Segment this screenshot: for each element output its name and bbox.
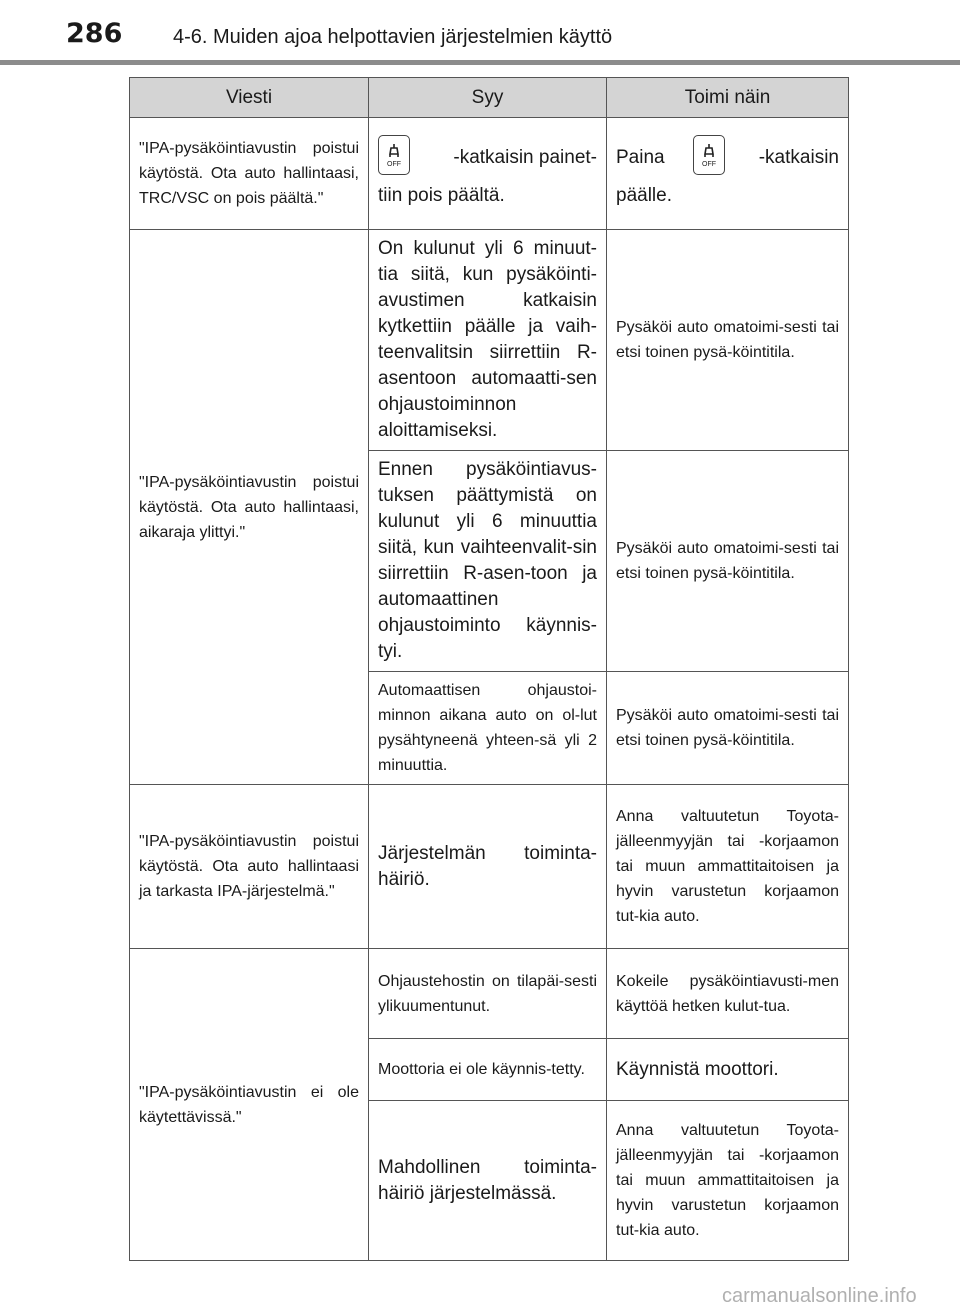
table-row [130, 949, 849, 1039]
action-cell: Pysäköi auto omatoimi-sesti tai etsi toinen pysä-köintitila. [607, 672, 849, 785]
message-cell: "IPA-pysäköintiavustin poistui käytöstä. Ota auto hallintaasi, TRC/VSC on pois päältä." [130, 118, 369, 230]
svg-text:OFF: OFF [701, 161, 716, 168]
table-row [130, 118, 849, 230]
message-cell: "IPA-pysäköintiavustin ei ole käytettävissä." [130, 949, 369, 1261]
action-cell [607, 118, 849, 230]
page-number: 286 [66, 18, 123, 49]
table-row [130, 230, 849, 451]
cause-cell: Moottoria ei ole käynnis-tetty. [369, 1039, 607, 1101]
action-cell: Kokeile pysäköintiavusti-men käyttöä hetken kulut-tua. [607, 949, 849, 1039]
cause-cell: On kulunut yli 6 minuut-tia siitä, kun pysäköinti-avustimen katkaisin kytkettiin päälle ja vaih-teenvalitsin siirrettiin R-asentoon automaatti-sen ohjaustoiminnon aloittamiseksi. [369, 230, 607, 451]
cause-text-line2: tiin pois päältä. [378, 185, 505, 206]
watermark: carmanualsonline.info [722, 1285, 917, 1307]
action-cell: Pysäköi auto omatoimi-sesti tai etsi toinen pysä-köintitila. [607, 230, 849, 451]
cause-cell: Automaattisen ohjaustoi-minnon aikana auto on ol-lut pysähtyneenä yhteen-sä yli 2 minuuttia. [369, 672, 607, 785]
cause-cell: Mahdollinen toiminta-häiriö järjestelmässä. [369, 1101, 607, 1261]
ipa-off-switch-icon [693, 135, 725, 175]
action-text-on: päälle. [616, 185, 672, 206]
action-cell: Anna valtuutetun Toyota-jälleenmyyjän tai -korjaamon tai muun ammattitaitoisen ja hyvin varustetun korjaamon tut-kia auto. [607, 785, 849, 949]
section-title: 4-6. Muiden ajoa helpottavien järjestelmien käyttö [173, 26, 613, 48]
action-text-switch: -katkaisin [758, 146, 839, 168]
cause-cell: Järjestelmän toiminta-häiriö. [369, 785, 607, 949]
message-cell: "IPA-pysäköintiavustin poistui käytöstä. Ota auto hallintaasi ja tarkasta IPA-järjestelmä." [130, 785, 369, 949]
cause-cell: Ohjaustehostin on tilapäi-sesti ylikuumentunut. [369, 949, 607, 1039]
action-cell: Pysäköi auto omatoimi-sesti tai etsi toinen pysä-köintitila. [607, 451, 849, 672]
cause-cell [369, 118, 607, 230]
svg-text:OFF: OFF [387, 161, 401, 168]
column-header-message: Viesti [130, 78, 369, 118]
table-row [130, 785, 849, 949]
message-table [129, 77, 849, 1261]
cause-cell: Ennen pysäköintiavus-tuksen päättymistä on kulunut yli 6 minuuttia siitä, kun vaihteenvalit-sin siirrettiin R-asen-toon ja automaattinen ohjaustoiminto käynnis-tyi. [369, 451, 607, 672]
cause-text-line1: -katkaisin painet- [453, 146, 597, 168]
action-cell: Käynnistä moottori. [607, 1039, 849, 1101]
column-header-action: Toimi näin [607, 78, 849, 118]
table-header-row [130, 78, 849, 118]
column-header-cause: Syy [369, 78, 607, 118]
action-text-press: Paina [616, 146, 665, 168]
message-cell: "IPA-pysäköintiavustin poistui käytöstä. Ota auto hallintaasi, aikaraja ylittyi." [130, 230, 369, 785]
header-rule [0, 60, 960, 65]
ipa-off-switch-icon [378, 135, 410, 175]
action-cell: Anna valtuutetun Toyota-jälleenmyyjän tai -korjaamon tai muun ammattitaitoisen ja hyvin varustetun korjaamon tut-kia auto. [607, 1101, 849, 1261]
